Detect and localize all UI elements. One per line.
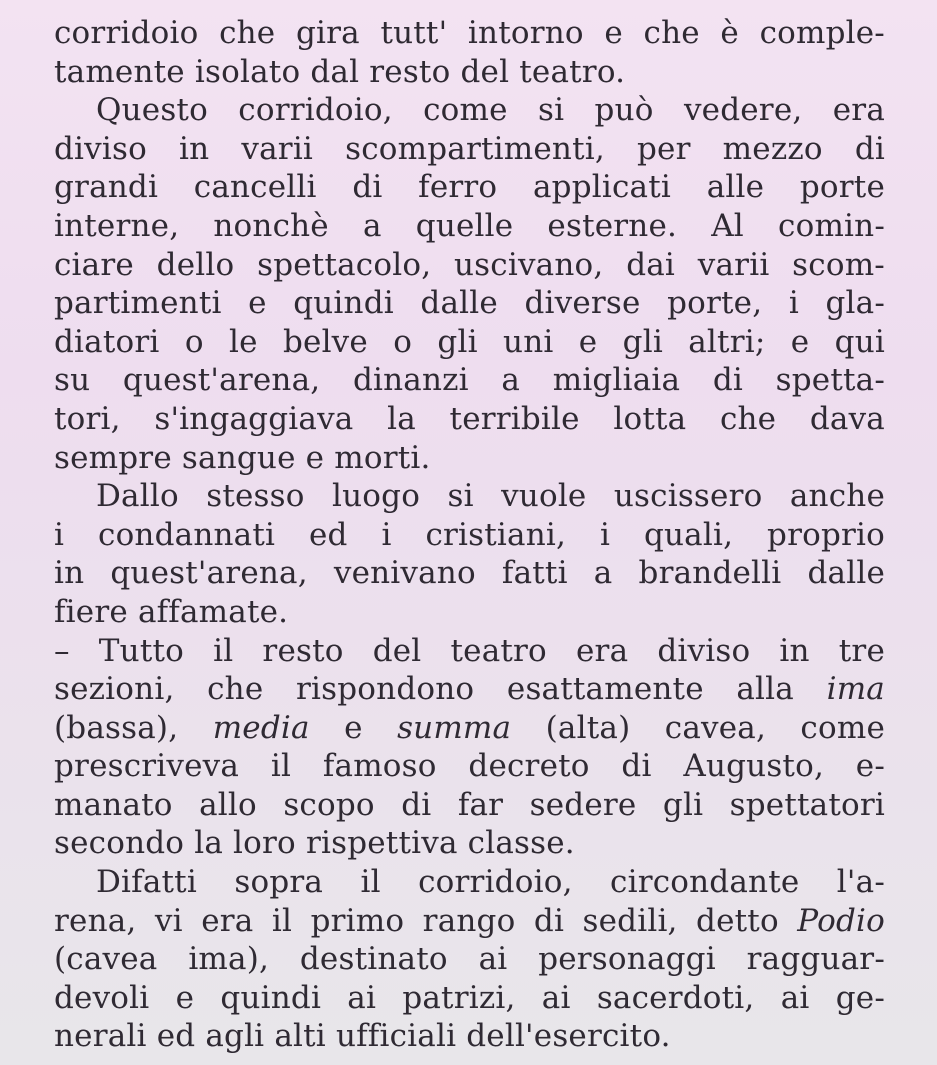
text-line: secondo la loro rispettiva classe.: [54, 825, 575, 862]
text-line: sempre sangue e morti.: [54, 439, 431, 476]
text-line: diviso in varii scompartimenti, per mezzo di: [54, 130, 885, 167]
text-line: [54, 709, 885, 748]
text-line: diatori o le belve o gli uni e gli altri; e qui: [54, 323, 885, 360]
text-line: Difatti sopra il corridoio, circondante l'a-: [96, 864, 885, 901]
paragraph-1: [54, 14, 885, 91]
text-line: – Tutto il resto del teatro era diviso in tre: [54, 632, 885, 669]
text-line: i condannati ed i cristiani, i quali, proprio: [54, 516, 885, 553]
text-line: [54, 902, 885, 941]
text-line: Questo corridoio, come si può vedere, era: [96, 92, 885, 129]
text-fragment: sezioni, che rispondono esattamente alla: [54, 671, 827, 708]
paragraph-3: [54, 477, 885, 631]
text-line: su quest'arena, dinanzi a migliaia di spetta-: [54, 362, 885, 399]
italic-term-media: media: [212, 709, 310, 746]
paragraph-2: [54, 91, 885, 477]
paragraph-4: [54, 632, 885, 864]
text-line: (cavea ima), destinato ai personaggi ragguar-: [54, 941, 885, 978]
text-line: [54, 670, 885, 709]
italic-term-podio: Podio: [797, 902, 885, 939]
paragraph-5: [54, 863, 885, 1056]
text-line: fiere affamate.: [54, 593, 289, 630]
text-fragment: e: [309, 709, 398, 746]
text-line: devoli e quindi ai patrizi, ai sacerdoti, ai ge-: [54, 979, 885, 1016]
text-line: prescriveva il famoso decreto di Augusto, e-: [54, 748, 885, 785]
italic-term-summa: summa: [397, 709, 512, 746]
text-line: in quest'arena, venivano fatti a brandelli dalle: [54, 555, 885, 592]
text-line: nerali ed agli alti ufficiali dell'esercito.: [54, 1018, 671, 1055]
text-line: interne, nonchè a quelle esterne. Al comin-: [54, 207, 885, 244]
text-fragment: rena, vi era il primo rango di sedili, detto: [54, 902, 798, 939]
text-line: tori, s'ingaggiava la terribile lotta che dava: [54, 400, 885, 437]
text-line: corridoio che gira tutt' intorno e che è comple-: [54, 15, 885, 51]
text-line: manato allo scopo di far sedere gli spettatori: [54, 786, 885, 823]
text-line: tamente isolato dal resto del teatro.: [54, 53, 626, 90]
text-line: ciare dello spettacolo, uscivano, dai varii scom-: [54, 246, 885, 283]
text-fragment: (bassa),: [54, 709, 213, 746]
text-line: grandi cancelli di ferro applicati alle porte: [54, 169, 885, 206]
text-line: Dallo stesso luogo si vuole uscissero anche: [96, 478, 885, 515]
text-fragment: (alta) cavea, come: [511, 709, 885, 746]
italic-term-ima: ima: [826, 671, 885, 708]
text-line: partimenti e quindi dalle diverse porte, i gla-: [54, 285, 885, 322]
